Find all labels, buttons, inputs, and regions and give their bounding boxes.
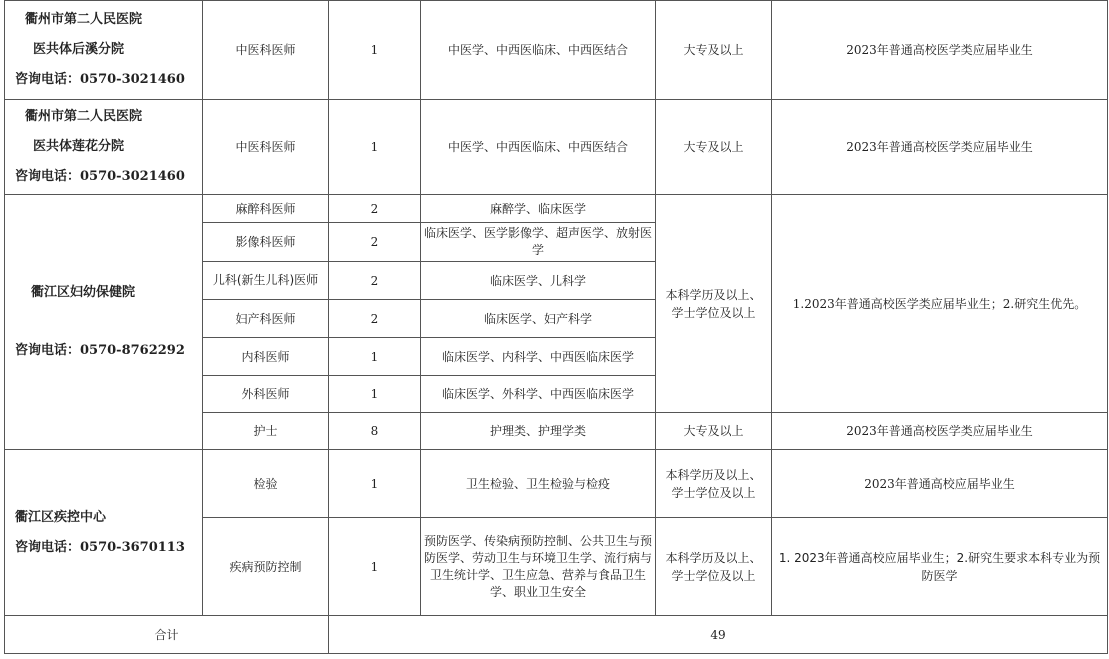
- other-cell: 2023年普通高校医学类应届毕业生: [772, 100, 1108, 195]
- major-cell: 护理类、护理学类: [421, 413, 656, 450]
- unit-phone: 咨询电话：0570-3021460: [15, 169, 185, 184]
- major-cell: 中医学、中西医临床、中西医结合: [421, 100, 656, 195]
- major-cell: 麻醉学、临床医学: [421, 195, 656, 223]
- count-cell: 8: [329, 413, 421, 450]
- unit-cell: [5, 195, 203, 450]
- position-cell: 检验: [203, 450, 329, 518]
- count-cell: 2: [329, 223, 421, 262]
- education-cell: 本科学历及以上、 学士学位及以上: [656, 195, 772, 413]
- unit-branch: 医共体后溪分院: [33, 42, 125, 57]
- other-cell: 1. 2023年普通高校应届毕业生；2.研究生要求本科专业为预防医学: [772, 518, 1108, 616]
- position-cell: 外科医师: [203, 376, 329, 413]
- count-cell: 2: [329, 300, 421, 338]
- position-cell: 中医科医师: [203, 1, 329, 100]
- table-row: [5, 195, 1108, 223]
- unit-cell: [5, 100, 203, 195]
- education-cell: 本科学历及以上、 学士学位及以上: [656, 450, 772, 518]
- unit-cell: [5, 450, 203, 616]
- position-cell: 影像科医师: [203, 223, 329, 262]
- other-cell: 1.2023年普通高校医学类应届毕业生；2.研究生优先。: [772, 195, 1108, 413]
- position-cell: 妇产科医师: [203, 300, 329, 338]
- education-cell: 大专及以上: [656, 100, 772, 195]
- position-cell: 疾病预防控制: [203, 518, 329, 616]
- position-cell: 麻醉科医师: [203, 195, 329, 223]
- other-cell: 2023年普通高校应届毕业生: [772, 450, 1108, 518]
- major-cell: 临床医学、外科学、中西医临床医学: [421, 376, 656, 413]
- major-cell: 临床医学、妇产科学: [421, 300, 656, 338]
- other-cell: 2023年普通高校医学类应届毕业生: [772, 413, 1108, 450]
- unit-name: 衢州市第二人民医院: [25, 109, 143, 124]
- position-cell: 护士: [203, 413, 329, 450]
- position-cell: 中医科医师: [203, 100, 329, 195]
- position-cell: 内科医师: [203, 338, 329, 376]
- unit-phone: 咨询电话：0570-8762292: [15, 343, 185, 358]
- other-cell: 2023年普通高校医学类应届毕业生: [772, 1, 1108, 100]
- total-value: 49: [329, 616, 1108, 654]
- count-cell: 1: [329, 1, 421, 100]
- table-row: [5, 1, 1108, 100]
- count-cell: 1: [329, 100, 421, 195]
- major-cell: 临床医学、儿科学: [421, 262, 656, 300]
- major-cell: 临床医学、医学影像学、超声医学、放射医学: [421, 223, 656, 262]
- table-row: [5, 450, 1108, 518]
- total-label: 合计: [5, 616, 329, 654]
- major-cell: 中医学、中西医临床、中西医结合: [421, 1, 656, 100]
- unit-name: 衢江区妇幼保健院: [31, 285, 136, 300]
- unit-name: 衢州市第二人民医院: [25, 12, 143, 27]
- unit-name: 衢江区疾控中心: [15, 509, 107, 525]
- count-cell: 2: [329, 195, 421, 223]
- unit-phone: 咨询电话：0570-3021460: [15, 72, 185, 87]
- count-cell: 1: [329, 450, 421, 518]
- major-cell: 临床医学、内科学、中西医临床医学: [421, 338, 656, 376]
- total-row: [5, 616, 1108, 654]
- position-cell: 儿科(新生儿科)医师: [203, 262, 329, 300]
- count-cell: 1: [329, 338, 421, 376]
- count-cell: 2: [329, 262, 421, 300]
- major-cell: 预防医学、传染病预防控制、公共卫生与预防医学、劳动卫生与环境卫生学、流行病与卫生统计学、卫生应急、营养与食品卫生学、职业卫生安全: [421, 518, 656, 616]
- table-row: [5, 100, 1108, 195]
- unit-phone: 咨询电话：0570-3670113: [15, 539, 185, 555]
- count-cell: 1: [329, 518, 421, 616]
- unit-branch: 医共体莲花分院: [33, 139, 125, 154]
- education-cell: 本科学历及以上、 学士学位及以上: [656, 518, 772, 616]
- count-cell: 1: [329, 376, 421, 413]
- education-cell: 大专及以上: [656, 1, 772, 100]
- major-cell: 卫生检验、卫生检验与检疫: [421, 450, 656, 518]
- education-cell: 大专及以上: [656, 413, 772, 450]
- recruitment-table: [4, 0, 1108, 654]
- unit-cell: [5, 1, 203, 100]
